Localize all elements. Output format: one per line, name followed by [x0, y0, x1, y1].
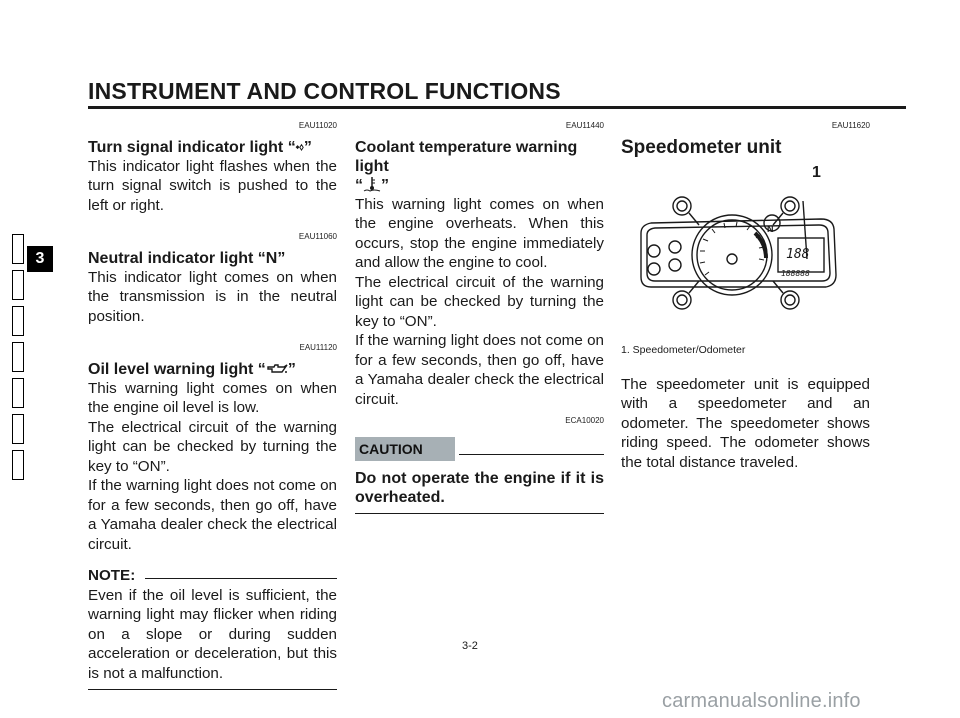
chapter-tab-strip	[12, 234, 22, 484]
caution-header	[355, 437, 604, 461]
turn-signal-icon: ⬩⬨	[295, 141, 304, 153]
left-column	[88, 116, 337, 690]
header-rule	[88, 106, 906, 109]
speedometer-body: The speedometer unit is equipped with a speedometer and an odometer. The speedometer shows riding speed. The odometer shows the total distance traveled.	[621, 375, 870, 471]
turn-signal-body: This indicator light flashes when the turn signal switch is pushed to the left or right.	[88, 157, 337, 214]
note-end-rule	[88, 689, 337, 690]
coolant-body-3: If the warning light does not come on for a few seconds, then go off, have a Yamaha dealer check the electrical circuit.	[355, 332, 604, 408]
caution-label: CAUTION	[355, 437, 455, 461]
section-code: EAU11020	[298, 121, 337, 130]
neutral-heading: Neutral indicator light “N”	[88, 249, 286, 267]
footer-watermark: carmanualsonline.info	[662, 690, 861, 712]
tab-segment	[12, 234, 24, 264]
caution-rule	[459, 454, 604, 455]
section-code: EAU11620	[831, 121, 870, 130]
figure-caption: 1. Speedometer/Odometer	[621, 344, 746, 356]
coolant-body-1: This warning light comes on when the engine overheats. When this occurs, stop the engine immediately and allow the engine to cool.	[355, 195, 604, 271]
oil-level-body-1: This warning light comes on when the engine oil level is low.	[88, 379, 337, 416]
page-number: 3-2	[462, 640, 478, 652]
callout-number: 1	[812, 164, 821, 181]
oil-level-heading	[88, 360, 337, 379]
page-header-title: INSTRUMENT AND CONTROL FUNCTIONS	[88, 78, 561, 104]
oil-title-close: ”	[287, 360, 296, 378]
oil-can-icon	[266, 363, 288, 375]
tab-segment	[12, 450, 24, 480]
neutral-lamp-symbol: N	[767, 224, 774, 234]
coolant-heading-line-1: Coolant temperature warning light	[355, 138, 578, 175]
middle-column	[355, 116, 604, 514]
note-body: Even if the oil level is sufficient, the warning light may flicker when riding on a slope or during sudden acceleration or deceleration, but this is not a malfunction.	[88, 586, 337, 682]
oil-level-body-3: If the warning light does not come on for a few seconds, then go off, have a Yamaha dealer check the electrical circuit.	[88, 477, 337, 553]
section-code: EAU11060	[298, 232, 337, 241]
right-column	[621, 116, 870, 472]
note-rule	[145, 578, 337, 579]
turn-signal-title-open: Turn signal indicator light “	[88, 138, 296, 156]
turn-signal-heading	[88, 138, 337, 157]
coolant-title-close: ”	[381, 176, 389, 194]
caution-end-rule	[355, 513, 604, 514]
lcd-odometer-digits: 188888	[781, 269, 810, 278]
speedometer-heading: Speedometer unit	[621, 136, 782, 158]
oil-level-body-2: The electrical circuit of the warning light can be checked by turning the key to “ON”.	[88, 418, 337, 475]
coolant-heading-line-2	[355, 176, 604, 195]
note-header	[88, 566, 337, 586]
turn-signal-title-close: ”	[303, 138, 312, 156]
tab-segment	[12, 270, 24, 300]
speedometer-drawing	[621, 163, 870, 329]
coolant-body-2: The electrical circuit of the warning light can be checked by turning the key to “ON”.	[355, 273, 604, 330]
coolant-title-open: “	[355, 176, 363, 194]
tab-segment	[12, 306, 24, 336]
thermometer-icon	[363, 176, 381, 192]
caution-body: Do not operate the engine if it is overheated.	[355, 469, 604, 506]
neutral-body: This indicator light comes on when the transmission is in the neutral position.	[88, 268, 337, 325]
section-code: EAU11120	[299, 343, 337, 352]
speedometer-illustration	[621, 163, 870, 329]
oil-title-open: Oil level warning light “	[88, 360, 266, 378]
section-code: EAU11440	[565, 121, 604, 130]
tab-segment	[12, 378, 24, 408]
lcd-speed-digits: 188	[786, 247, 810, 262]
chapter-number-tab: 3	[27, 246, 53, 272]
note-label: NOTE:	[88, 567, 136, 584]
tab-segment	[12, 414, 24, 444]
section-code: ECA10020	[565, 416, 604, 425]
tab-segment	[12, 342, 24, 372]
